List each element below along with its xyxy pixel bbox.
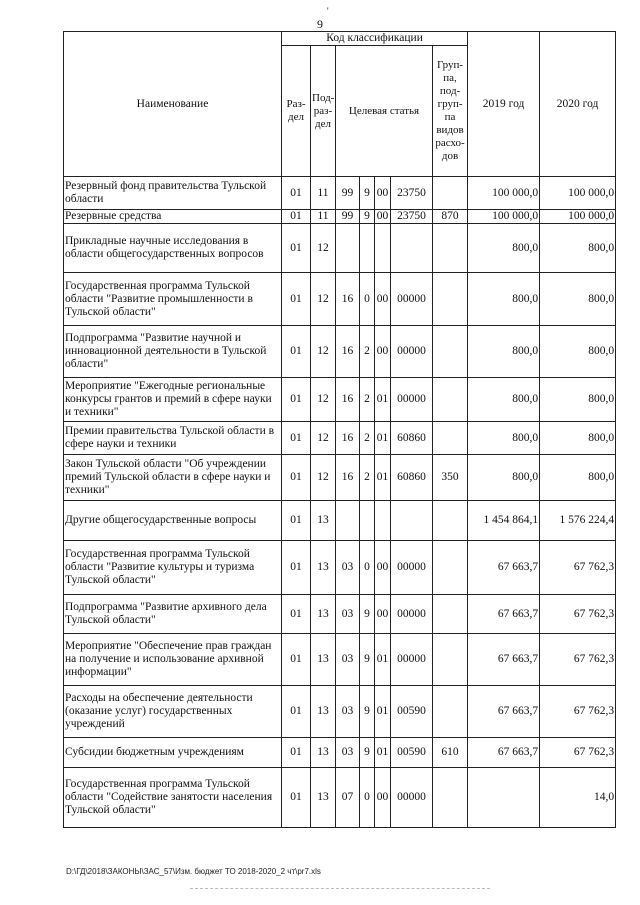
row-value-2020: 100 000,0 — [540, 210, 616, 224]
row-name: Расходы на обеспечение деятельности (оказание услуг) государственных учреждений — [64, 686, 282, 738]
row-value-2020: 67 762,3 — [540, 595, 616, 634]
row-podrazdel: 12 — [311, 273, 336, 326]
row-target-event: 01 — [375, 422, 391, 455]
row-target-program: 99 — [336, 210, 360, 224]
row-target-event: 00 — [375, 273, 391, 326]
row-target-subprogram: 9 — [360, 595, 375, 634]
header-name: Наименование — [64, 32, 282, 177]
row-value-2020: 800,0 — [540, 326, 616, 378]
row-razdel: 01 — [282, 595, 311, 634]
row-target-program: 07 — [336, 768, 360, 828]
row-podrazdel: 13 — [311, 768, 336, 828]
row-target-program: 03 — [336, 595, 360, 634]
row-value-2019: 67 663,7 — [468, 634, 540, 686]
row-value-2019: 800,0 — [468, 455, 540, 501]
table-row — [64, 501, 616, 541]
row-name: Государственная программа Тульской области "Содействие занятости населения Тульской области" — [64, 768, 282, 828]
file-path-footer: D:\ГД\2018\ЗАКОНЫ\ЗАС_57\Изм. бюджет ТО 2018-2020_2 чт\pr7.xls — [66, 867, 321, 876]
table-row — [64, 768, 616, 828]
row-target-event: 00 — [375, 326, 391, 378]
row-razdel: 01 — [282, 455, 311, 501]
row-name: Субсидии бюджетным учреждениям — [64, 738, 282, 768]
budget-table — [63, 31, 616, 828]
row-podrazdel: 11 — [311, 210, 336, 224]
row-value-2019: 800,0 — [468, 422, 540, 455]
row-target-event: 00 — [375, 210, 391, 224]
row-razdel: 01 — [282, 686, 311, 738]
header-2019: 2019 год — [468, 32, 540, 177]
row-value-2020: 67 762,3 — [540, 541, 616, 595]
row-name: Прикладные научные исследования в области общегосударственных вопросов — [64, 224, 282, 273]
row-name: Государственная программа Тульской области "Развитие культуры и туризма Тульской области" — [64, 541, 282, 595]
row-value-2020: 67 762,3 — [540, 686, 616, 738]
row-target-event: 00 — [375, 768, 391, 828]
row-target-program: 16 — [336, 326, 360, 378]
row-target-subprogram: 9 — [360, 177, 375, 210]
row-name: Подпрограмма "Развитие архивного дела Тульской области" — [64, 595, 282, 634]
row-razdel: 01 — [282, 738, 311, 768]
row-value-2020: 67 762,3 — [540, 738, 616, 768]
row-razdel: 01 — [282, 177, 311, 210]
row-target-subprogram: 2 — [360, 326, 375, 378]
row-target-event: 01 — [375, 738, 391, 768]
row-razdel: 01 — [282, 378, 311, 422]
scan-artifact-line — [190, 888, 490, 889]
page-number: 9 — [317, 17, 323, 31]
table-row — [64, 686, 616, 738]
row-podrazdel: 12 — [311, 422, 336, 455]
row-value-2019: 67 663,7 — [468, 541, 540, 595]
row-expense-type: 350 — [433, 455, 468, 501]
row-target-program: 16 — [336, 378, 360, 422]
row-target-direction: 00590 — [391, 686, 433, 738]
row-target-direction: 60860 — [391, 455, 433, 501]
table-row — [64, 224, 616, 273]
header-razdel: Раз- дел — [282, 46, 311, 177]
row-name: Мероприятие "Ежегодные региональные конкурсы грантов и премий в сфере науки и техники" — [64, 378, 282, 422]
row-value-2020: 800,0 — [540, 422, 616, 455]
row-target-subprogram: 9 — [360, 210, 375, 224]
row-podrazdel: 13 — [311, 634, 336, 686]
row-target-event: 01 — [375, 634, 391, 686]
row-expense-type — [433, 686, 468, 738]
row-value-2020: 1 576 224,4 — [540, 501, 616, 541]
row-expense-type — [433, 273, 468, 326]
table-row — [64, 738, 616, 768]
row-target-subprogram — [360, 224, 375, 273]
row-target-event: 01 — [375, 455, 391, 501]
row-expense-type — [433, 501, 468, 541]
row-target-event: 01 — [375, 686, 391, 738]
row-name: Мероприятие "Обеспечение прав граждан на получение и использование архивной информации" — [64, 634, 282, 686]
row-expense-type — [433, 326, 468, 378]
table-row — [64, 422, 616, 455]
row-target-event — [375, 224, 391, 273]
row-name: Государственная программа Тульской области "Развитие промышленности в Тульской области" — [64, 273, 282, 326]
row-target-direction: 23750 — [391, 177, 433, 210]
row-target-direction: 00000 — [391, 273, 433, 326]
header-2020: 2020 год — [540, 32, 616, 177]
row-podrazdel: 13 — [311, 738, 336, 768]
row-expense-type: 610 — [433, 738, 468, 768]
row-expense-type — [433, 422, 468, 455]
row-value-2019: 800,0 — [468, 326, 540, 378]
row-target-direction: 00000 — [391, 326, 433, 378]
table-row — [64, 455, 616, 501]
page-mark: ' — [327, 6, 329, 16]
row-name: Резервные средства — [64, 210, 282, 224]
row-value-2020: 800,0 — [540, 455, 616, 501]
row-value-2019: 100 000,0 — [468, 177, 540, 210]
row-name: Резервный фонд правительства Тульской области — [64, 177, 282, 210]
row-name: Подпрограмма "Развитие научной и инновационной деятельности в Тульской области" — [64, 326, 282, 378]
row-target-subprogram: 2 — [360, 455, 375, 501]
row-target-subprogram: 9 — [360, 738, 375, 768]
row-target-program: 03 — [336, 541, 360, 595]
row-podrazdel: 13 — [311, 501, 336, 541]
row-value-2020: 800,0 — [540, 273, 616, 326]
row-target-event — [375, 501, 391, 541]
row-value-2020: 800,0 — [540, 378, 616, 422]
row-razdel: 01 — [282, 768, 311, 828]
row-expense-type — [433, 378, 468, 422]
row-target-subprogram: 0 — [360, 273, 375, 326]
row-value-2019: 67 663,7 — [468, 595, 540, 634]
row-podrazdel: 11 — [311, 177, 336, 210]
row-target-event: 00 — [375, 595, 391, 634]
row-target-direction: 00590 — [391, 738, 433, 768]
row-expense-type — [433, 541, 468, 595]
row-target-program: 99 — [336, 177, 360, 210]
row-razdel: 01 — [282, 501, 311, 541]
header-group: Груп- па, под- груп- па видов расхо- дов — [433, 46, 468, 177]
row-value-2020: 100 000,0 — [540, 177, 616, 210]
row-value-2019 — [468, 768, 540, 828]
row-target-subprogram — [360, 501, 375, 541]
row-target-event: 00 — [375, 177, 391, 210]
row-target-subprogram: 0 — [360, 541, 375, 595]
row-razdel: 01 — [282, 634, 311, 686]
row-razdel: 01 — [282, 541, 311, 595]
row-target-direction — [391, 501, 433, 541]
row-name: Премии правительства Тульской области в сфере науки и техники — [64, 422, 282, 455]
row-target-direction: 00000 — [391, 634, 433, 686]
row-name: Закон Тульской области "Об учреждении премий Тульской области в сфере науки и техники" — [64, 455, 282, 501]
row-value-2019: 800,0 — [468, 378, 540, 422]
row-podrazdel: 13 — [311, 686, 336, 738]
row-target-direction: 60860 — [391, 422, 433, 455]
row-razdel: 01 — [282, 224, 311, 273]
row-value-2020: 800,0 — [540, 224, 616, 273]
table-row — [64, 378, 616, 422]
row-target-program: 16 — [336, 273, 360, 326]
row-target-direction: 00000 — [391, 378, 433, 422]
row-target-program: 03 — [336, 738, 360, 768]
table-row — [64, 541, 616, 595]
row-target-program: 16 — [336, 455, 360, 501]
row-target-direction: 00000 — [391, 541, 433, 595]
row-target-event: 01 — [375, 378, 391, 422]
row-value-2019: 1 454 864,1 — [468, 501, 540, 541]
row-target-program — [336, 501, 360, 541]
table-row — [64, 273, 616, 326]
table-row — [64, 210, 616, 224]
row-expense-type — [433, 595, 468, 634]
row-target-direction: 00000 — [391, 595, 433, 634]
row-target-subprogram: 9 — [360, 686, 375, 738]
row-razdel: 01 — [282, 422, 311, 455]
row-podrazdel: 13 — [311, 541, 336, 595]
row-expense-type — [433, 768, 468, 828]
row-podrazdel: 12 — [311, 378, 336, 422]
row-target-program: 03 — [336, 686, 360, 738]
row-target-program: 16 — [336, 422, 360, 455]
header-code: Код классификации — [282, 32, 468, 46]
row-expense-type — [433, 224, 468, 273]
row-value-2020: 14,0 — [540, 768, 616, 828]
row-target-program — [336, 224, 360, 273]
header-target: Целевая статья — [336, 46, 433, 177]
row-expense-type — [433, 634, 468, 686]
row-razdel: 01 — [282, 210, 311, 224]
header-podrazdel: Под- раз- дел — [311, 46, 336, 177]
table-row — [64, 634, 616, 686]
row-target-direction: 00000 — [391, 768, 433, 828]
row-podrazdel: 12 — [311, 224, 336, 273]
row-expense-type — [433, 177, 468, 210]
row-target-subprogram: 2 — [360, 378, 375, 422]
table-row — [64, 177, 616, 210]
row-podrazdel: 12 — [311, 455, 336, 501]
row-value-2019: 800,0 — [468, 273, 540, 326]
row-target-subprogram: 9 — [360, 634, 375, 686]
row-razdel: 01 — [282, 273, 311, 326]
row-target-event: 00 — [375, 541, 391, 595]
row-value-2019: 67 663,7 — [468, 686, 540, 738]
row-target-subprogram: 0 — [360, 768, 375, 828]
row-razdel: 01 — [282, 326, 311, 378]
row-target-direction: 23750 — [391, 210, 433, 224]
row-podrazdel: 12 — [311, 326, 336, 378]
row-target-subprogram: 2 — [360, 422, 375, 455]
table-row — [64, 326, 616, 378]
table-row — [64, 595, 616, 634]
row-target-direction — [391, 224, 433, 273]
row-expense-type: 870 — [433, 210, 468, 224]
row-value-2019: 100 000,0 — [468, 210, 540, 224]
row-value-2019: 800,0 — [468, 224, 540, 273]
row-value-2020: 67 762,3 — [540, 634, 616, 686]
row-name: Другие общегосударственные вопросы — [64, 501, 282, 541]
row-value-2019: 67 663,7 — [468, 738, 540, 768]
row-podrazdel: 13 — [311, 595, 336, 634]
row-target-program: 03 — [336, 634, 360, 686]
